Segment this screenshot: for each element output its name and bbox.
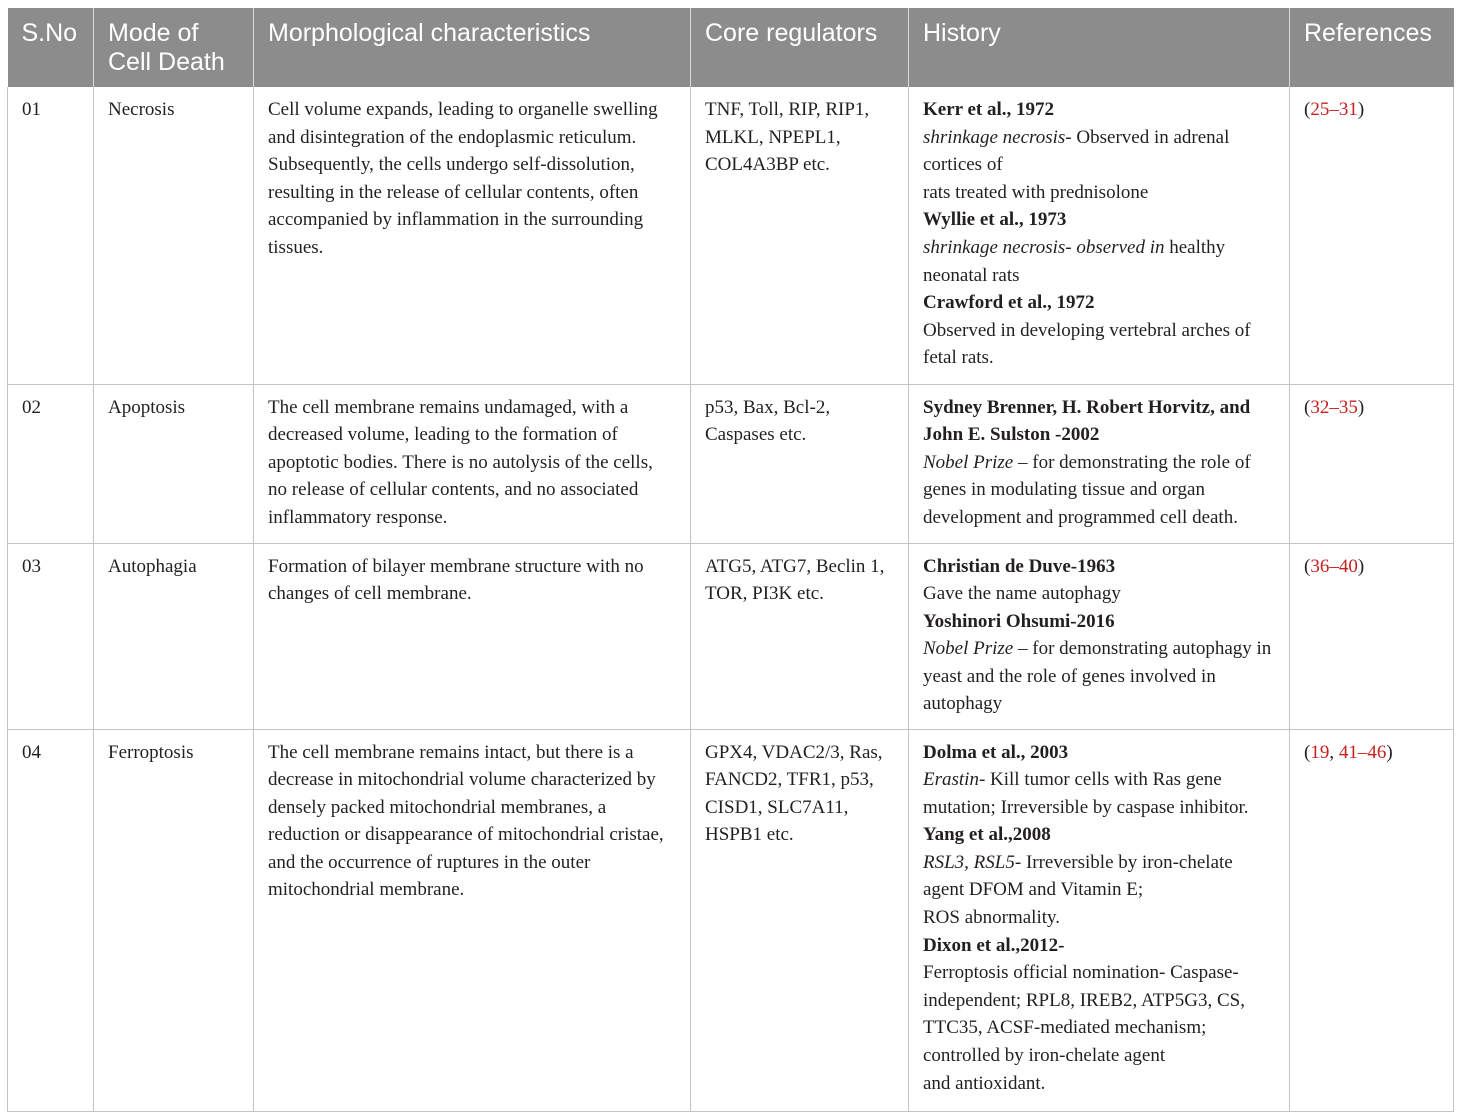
ref-paren-open: ( — [1304, 741, 1311, 763]
ref-paren-open: ( — [1304, 99, 1311, 120]
reference-link[interactable]: 32 — [1310, 396, 1330, 418]
cell-morph: The cell membrane remains undamaged, with a decreased volume, leading to the formation of apoptotic bodies. There is no autolysis of the cells, no release of cellular contents, and no associated inflammatory response. — [254, 384, 691, 543]
history-italic: shrinkage necrosis- — [923, 126, 1072, 148]
history-entry — [923, 127, 1229, 176]
history-italic: Nobel Prize — [923, 638, 1014, 660]
cell-refs — [1290, 87, 1454, 384]
ref-dash: – — [1329, 99, 1339, 120]
cell-death-table — [7, 8, 1454, 1112]
header-sno: S.No — [8, 8, 94, 87]
ref-paren-close: ) — [1357, 396, 1365, 418]
cell-sno: 04 — [8, 729, 94, 1111]
reference-link[interactable]: 41 — [1338, 741, 1358, 763]
cell-refs — [1290, 729, 1454, 1111]
cell-morph: Cell volume expands, leading to organelle swelling and disintegration of the endoplasmic reticulum. Subsequently, the cells undergo self-dissolution, resulting in the release of cellular contents, often accompanied by inflammation in the surrounding tissues. — [254, 87, 691, 384]
reference-link[interactable]: 36 — [1310, 555, 1330, 577]
cell-mode: Apoptosis — [94, 384, 254, 543]
cell-refs — [1290, 384, 1454, 543]
history-text: Kill tumor cells with Ras gene mutation; Irreversible by caspase inhibitor. — [923, 769, 1249, 818]
ref-paren-open: ( — [1304, 396, 1311, 418]
reference-link[interactable]: 25 — [1310, 99, 1330, 120]
header-morph: Morphological characteristics — [254, 8, 691, 87]
history-title: Wyllie et al., 1973 — [923, 209, 1067, 231]
history-entry — [923, 237, 1225, 286]
history-text-cont: ROS abnormality. — [923, 907, 1061, 929]
history-text: Observed in developing vertebral arches of fetal rats. — [923, 319, 1251, 369]
history-title: Dolma et al., 2003 — [923, 741, 1069, 763]
cell-sno: 03 — [8, 543, 94, 729]
ref-paren-close: ) — [1357, 555, 1365, 577]
cell-core: TNF, Toll, RIP, RIP1, MLKL, NPEPL1, COL4A3BP etc. — [691, 87, 909, 384]
header-history: History — [909, 8, 1290, 87]
cell-core: ATG5, ATG7, Beclin 1, TOR, PI3K etc. — [691, 543, 909, 729]
cell-morph: Formation of bilayer membrane structure with no changes of cell membrane. — [254, 543, 691, 729]
history-title: Kerr et al., 1972 — [923, 99, 1055, 120]
history-title: Christian de Duve-1963 — [923, 555, 1116, 577]
table-row — [8, 384, 1454, 543]
history-text-cont: and antioxidant. — [923, 1072, 1046, 1094]
ref-dash: – — [1329, 396, 1339, 418]
header-mode-line1: Mode of — [108, 19, 199, 47]
history-entry — [923, 638, 1271, 714]
cell-history — [909, 87, 1290, 384]
cell-sno: 02 — [8, 384, 94, 543]
cell-refs — [1290, 543, 1454, 729]
history-italic: Erastin- — [923, 769, 986, 791]
ref-paren-close: ) — [1357, 99, 1365, 120]
header-mode — [94, 8, 254, 87]
reference-link[interactable]: 31 — [1338, 99, 1358, 120]
reference-link[interactable]: 19 — [1310, 741, 1330, 763]
history-title: Crawford et al., 1972 — [923, 292, 1095, 314]
cell-history — [909, 729, 1290, 1111]
history-entry — [923, 766, 1275, 821]
ref-paren-open: ( — [1304, 555, 1311, 577]
cell-history — [909, 384, 1290, 543]
cell-mode: Necrosis — [94, 87, 254, 384]
cell-mode: Ferroptosis — [94, 729, 254, 1111]
cell-sno: 01 — [8, 87, 94, 384]
header-core: Core regulators — [691, 8, 909, 87]
history-title: Yoshinori Ohsumi-2016 — [923, 610, 1115, 632]
reference-link[interactable]: 35 — [1338, 396, 1358, 418]
header-row — [8, 8, 1454, 87]
history-text: Gave the name autophagy — [923, 583, 1121, 605]
header-mode-line2: Cell Death — [108, 48, 225, 76]
ref-dash: – — [1357, 741, 1368, 763]
reference-link[interactable]: 40 — [1338, 555, 1358, 577]
history-italic: RSL3, RSL5- — [923, 851, 1022, 873]
cell-core: p53, Bax, Bcl-2, Caspases etc. — [691, 384, 909, 543]
history-title: Sydney Brenner, H. Robert Horvitz, and John E. Sulston -2002 — [923, 396, 1251, 446]
history-entry — [923, 452, 1251, 528]
cell-core: GPX4, VDAC2/3, Ras, FANCD2, TFR1, p53, CISD1, SLC7A11, HSPB1 etc. — [691, 729, 909, 1111]
reference-link[interactable]: 46 — [1367, 741, 1387, 763]
history-text: – for demonstrating the role of genes in modulating tissue and organ development and programmed cell death. — [923, 451, 1251, 528]
ref-paren-close: ) — [1386, 741, 1393, 763]
history-italic: Nobel Prize — [923, 451, 1014, 473]
history-text: Ferroptosis official nomination- Caspase-independent; RPL8, IREB2, ATP5G3, CS, TTC35, ACSF-mediated mechanism; controlled by iron-chelate agent — [923, 962, 1245, 1067]
history-entry — [923, 849, 1275, 904]
history-title: Yang et al.,2008 — [923, 824, 1051, 846]
history-title: Dixon et al.,2012- — [923, 934, 1065, 956]
cell-morph: The cell membrane remains intact, but there is a decrease in mitochondrial volume characterized by densely packed mitochondrial membranes, a reduction or disappearance of mitochondrial cristae, and the occurrence of ruptures in the outer mitochondrial membrane. — [254, 729, 691, 1111]
table-row — [8, 87, 1454, 384]
table-row — [8, 729, 1454, 1111]
header-refs: References — [1290, 8, 1454, 87]
cell-mode: Autophagia — [94, 543, 254, 729]
history-text: – for demonstrating autophagy in yeast and the role of genes involved in autophagy — [923, 638, 1272, 715]
history-text: Observed in adrenal cortices of — [923, 126, 1230, 176]
history-text: healthy neonatal rats — [923, 236, 1226, 286]
history-text: Irreversible by iron-chelate agent DFOM and Vitamin E; — [923, 851, 1233, 901]
table-row — [8, 543, 1454, 729]
table-body — [8, 87, 1454, 1111]
cell-history — [909, 543, 1290, 729]
history-text-cont: rats treated with prednisolone — [923, 181, 1149, 203]
ref-dash: – — [1329, 555, 1339, 577]
table-header — [8, 8, 1454, 87]
history-italic: shrinkage necrosis- observed in — [923, 236, 1165, 258]
ref-separator: , — [1329, 741, 1339, 763]
